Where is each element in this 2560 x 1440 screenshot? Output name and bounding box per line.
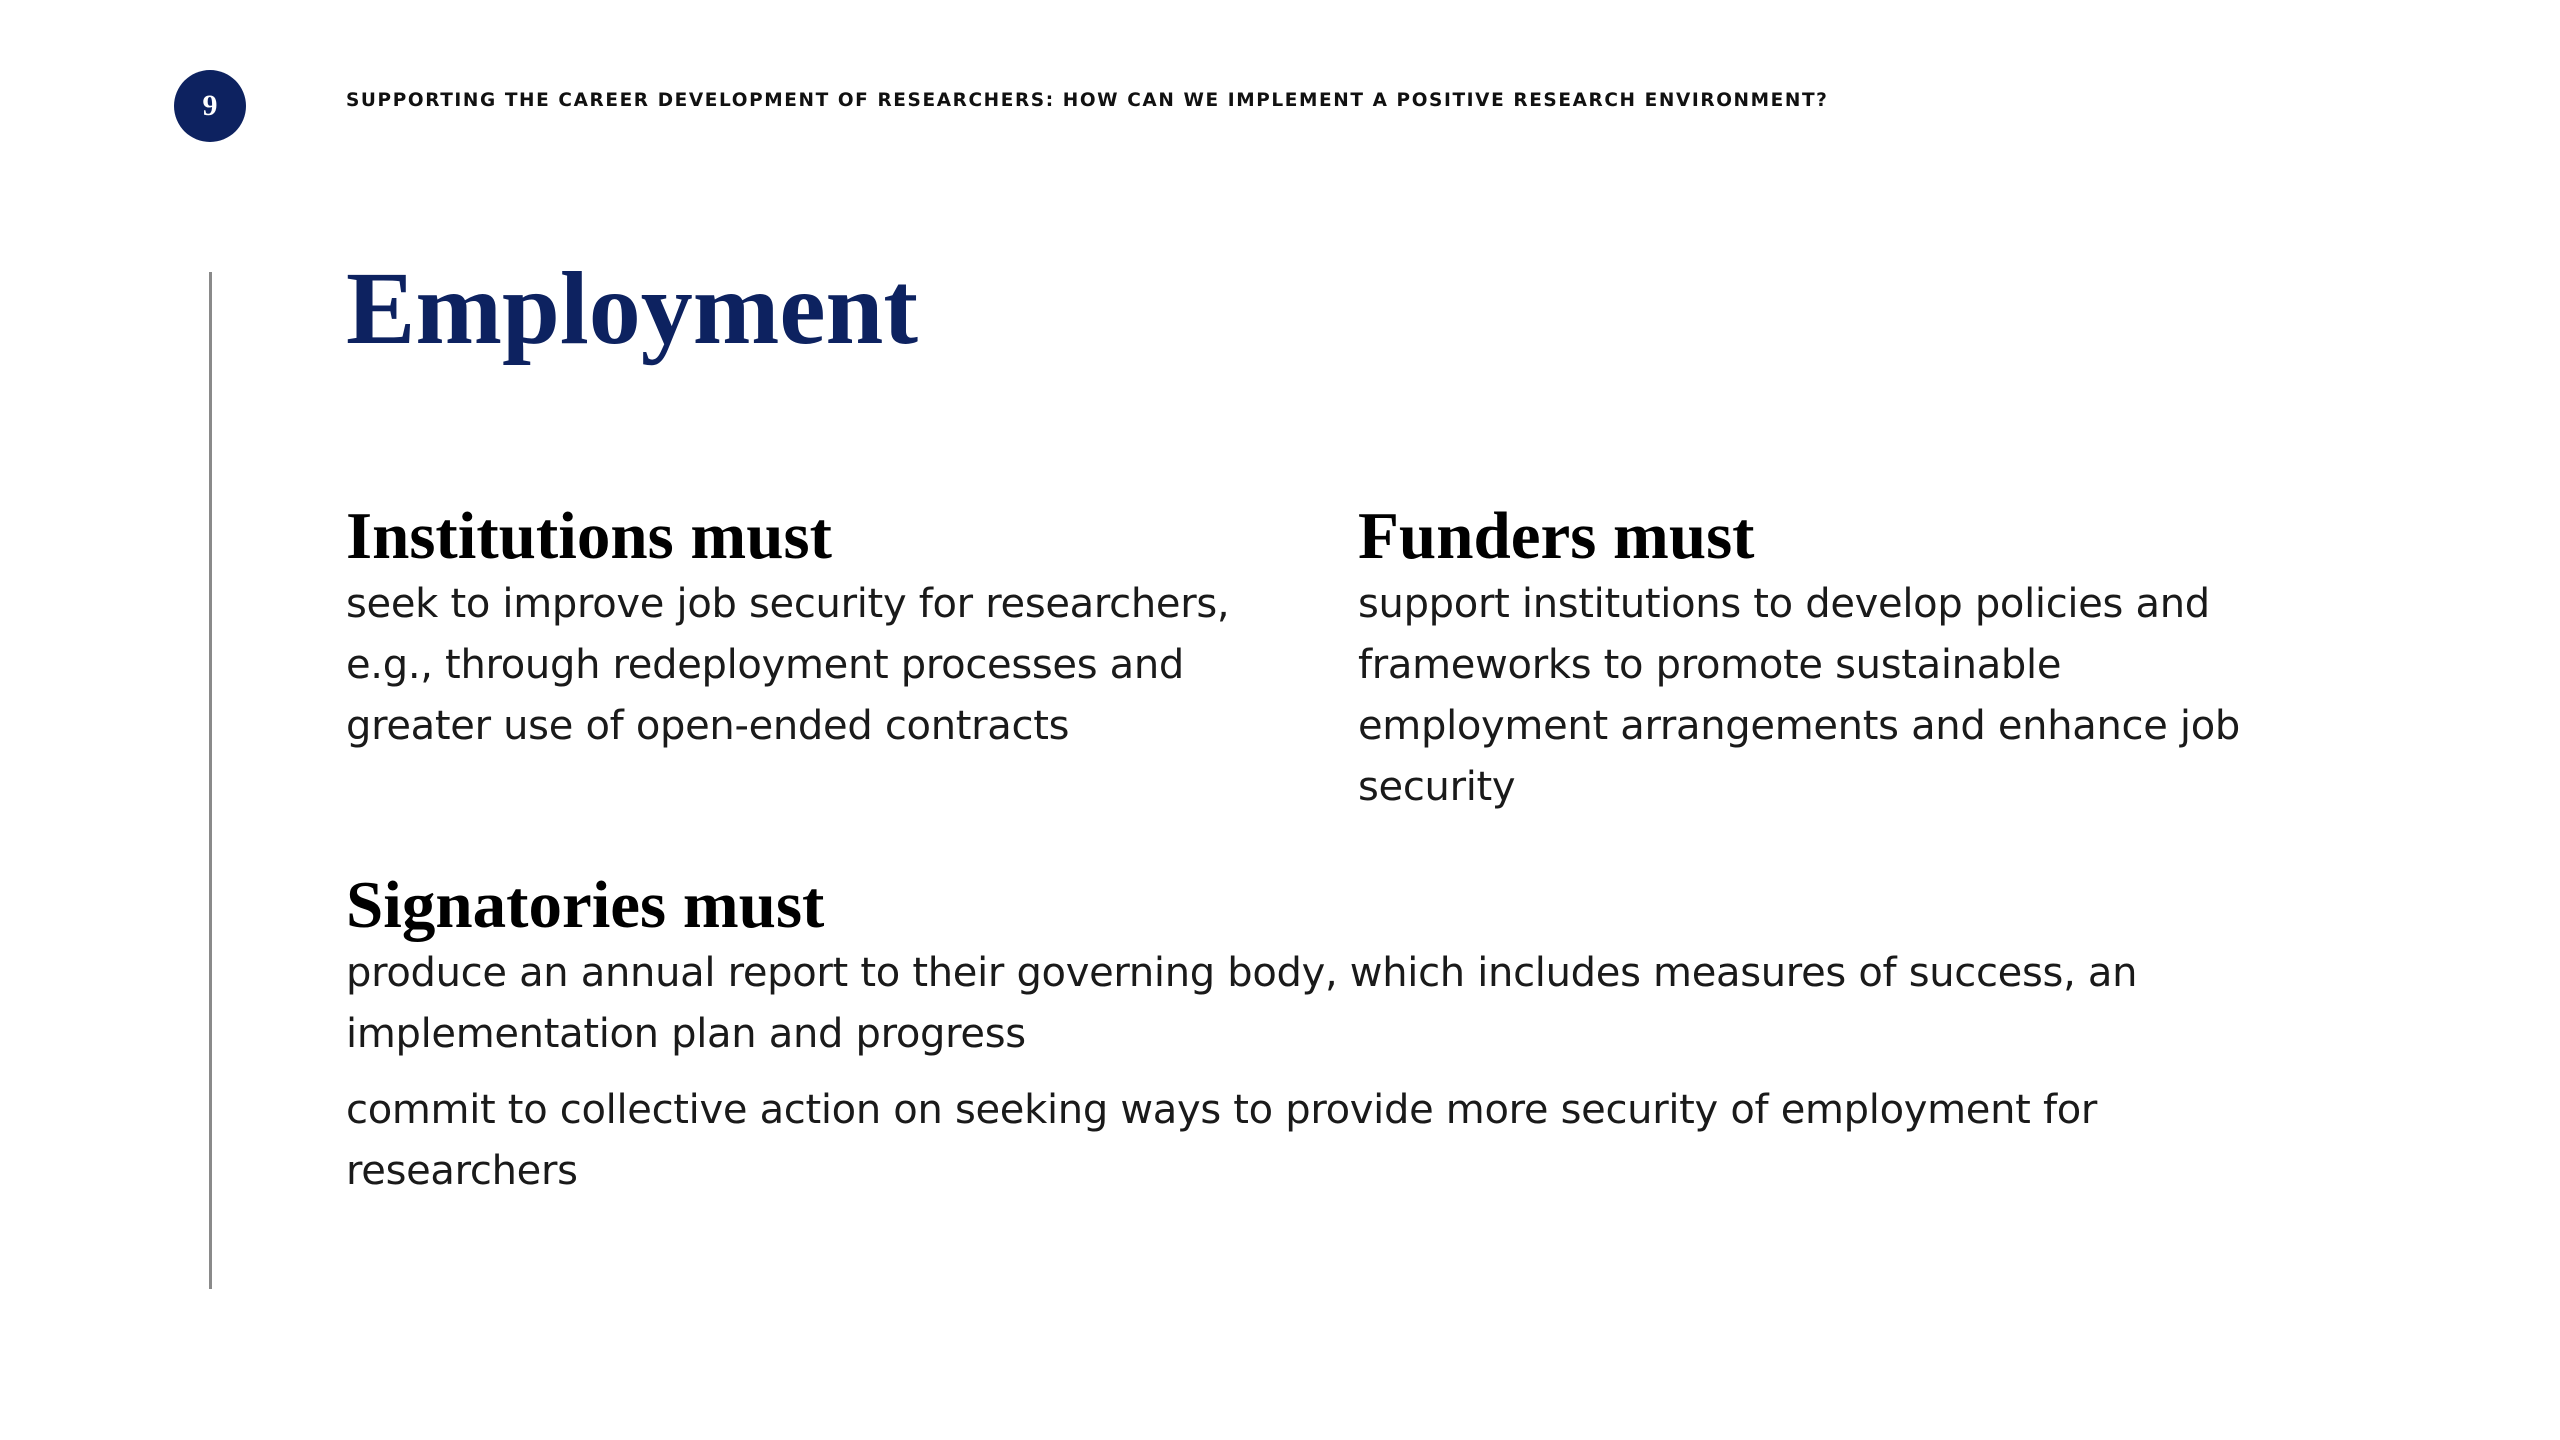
institutions-body: seek to improve job security for researchers, e.g., through redeployment processes and greater use of open-ended contracts	[346, 580, 1230, 749]
signatories-section	[346, 869, 2286, 1202]
institutions-heading: Institutions must	[346, 499, 832, 573]
funders-heading: Funders must	[1358, 499, 1755, 573]
signatories-body-1: produce an annual report to their governing body, which includes measures of success, an implementation plan and progress	[346, 949, 2138, 1057]
page-number-badge: 9	[174, 70, 246, 142]
page-title: Employment	[346, 251, 918, 366]
funders-section	[1358, 500, 2278, 818]
running-header: SUPPORTING THE CAREER DEVELOPMENT OF RESEARCHERS: HOW CAN WE IMPLEMENT A POSITIVE RESEARCH ENVIRONMENT?	[346, 90, 1829, 111]
funders-body: support institutions to develop policies and frameworks to promote sustainable employment arrangements and enhance job security	[1358, 580, 2241, 810]
vertical-divider	[209, 272, 212, 1289]
signatories-heading: Signatories must	[346, 868, 825, 942]
signatories-body-2: commit to collective action on seeking ways to provide more security of employment for researchers	[346, 1086, 2098, 1194]
institutions-section	[346, 500, 1246, 757]
